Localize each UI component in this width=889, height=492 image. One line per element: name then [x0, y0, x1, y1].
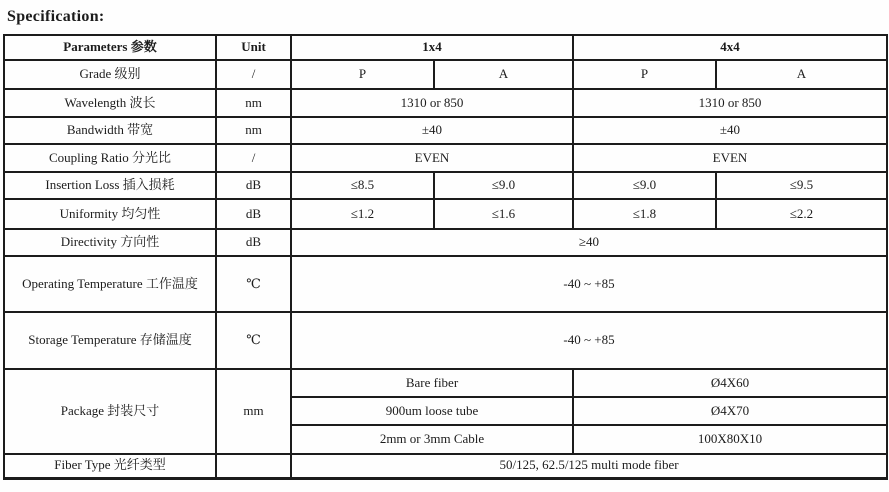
storage-temperature-value: -40 ~ +85 — [291, 312, 887, 369]
row-coupling-ratio — [4, 144, 887, 172]
grade-label: Grade 级别 — [4, 60, 216, 89]
uniformity-1x4-p: ≤1.2 — [291, 199, 434, 229]
package-type-cable: 2mm or 3mm Cable — [291, 425, 573, 454]
coupling-ratio-1x4-value: EVEN — [291, 144, 573, 172]
grade-4x4-p: P — [573, 60, 716, 89]
table-header-row — [4, 35, 887, 60]
bandwidth-label: Bandwidth 带宽 — [4, 117, 216, 144]
wavelength-4x4-value: 1310 or 850 — [573, 89, 887, 117]
directivity-unit: dB — [216, 229, 291, 256]
package-size-loose-tube: Ø4X70 — [573, 397, 887, 425]
operating-temperature-value: -40 ~ +85 — [291, 256, 887, 312]
uniformity-1x4-a: ≤1.6 — [434, 199, 573, 229]
insertion-loss-1x4-p: ≤8.5 — [291, 172, 434, 199]
insertion-loss-label: Insertion Loss 插入损耗 — [4, 172, 216, 199]
page-title: Specification: — [7, 8, 105, 25]
insertion-loss-1x4-a: ≤9.0 — [434, 172, 573, 199]
grade-1x4-a: A — [434, 60, 573, 89]
insertion-loss-4x4-p: ≤9.0 — [573, 172, 716, 199]
row-uniformity — [4, 199, 887, 229]
row-directivity — [4, 229, 887, 256]
package-size-bare-fiber: Ø4X60 — [573, 369, 887, 397]
bandwidth-1x4-value: ±40 — [291, 117, 573, 144]
wavelength-label: Wavelength 波长 — [4, 89, 216, 117]
wavelength-1x4-value: 1310 or 850 — [291, 89, 573, 117]
uniformity-4x4-p: ≤1.8 — [573, 199, 716, 229]
row-storage-temperature — [4, 312, 887, 369]
row-grade — [4, 60, 887, 89]
row-fiber-type — [4, 454, 887, 478]
wavelength-unit: nm — [216, 89, 291, 117]
fiber-type-label: Fiber Type 光纤类型 — [4, 454, 216, 478]
fiber-type-unit — [216, 454, 291, 478]
fiber-type-value: 50/125, 62.5/125 multi mode fiber — [291, 454, 887, 478]
grade-unit: / — [216, 60, 291, 89]
operating-temperature-unit: ℃ — [216, 256, 291, 312]
grade-4x4-a: A — [716, 60, 887, 89]
row-bandwidth — [4, 117, 887, 144]
package-label: Package 封装尺寸 — [4, 369, 216, 454]
row-wavelength — [4, 89, 887, 117]
row-package-bare-fiber — [4, 369, 887, 397]
storage-temperature-unit: ℃ — [216, 312, 291, 369]
grade-1x4-p: P — [291, 60, 434, 89]
uniformity-unit: dB — [216, 199, 291, 229]
operating-temperature-label: Operating Temperature 工作温度 — [4, 256, 216, 312]
directivity-label: Directivity 方向性 — [4, 229, 216, 256]
package-type-loose-tube: 900um loose tube — [291, 397, 573, 425]
directivity-value: ≥40 — [291, 229, 887, 256]
header-group-4x4: 4x4 — [573, 35, 887, 60]
coupling-ratio-4x4-value: EVEN — [573, 144, 887, 172]
coupling-ratio-unit: / — [216, 144, 291, 172]
header-group-1x4: 1x4 — [291, 35, 573, 60]
coupling-ratio-label: Coupling Ratio 分光比 — [4, 144, 216, 172]
package-unit: mm — [216, 369, 291, 454]
uniformity-4x4-a: ≤2.2 — [716, 199, 887, 229]
header-unit: Unit — [216, 35, 291, 60]
header-parameters: Parameters 参数 — [4, 35, 216, 60]
bandwidth-unit: nm — [216, 117, 291, 144]
uniformity-label: Uniformity 均匀性 — [4, 199, 216, 229]
storage-temperature-label: Storage Temperature 存储温度 — [4, 312, 216, 369]
insertion-loss-unit: dB — [216, 172, 291, 199]
insertion-loss-4x4-a: ≤9.5 — [716, 172, 887, 199]
package-size-cable: 100X80X10 — [573, 425, 887, 454]
specification-table — [3, 34, 888, 480]
row-insertion-loss — [4, 172, 887, 199]
bandwidth-4x4-value: ±40 — [573, 117, 887, 144]
row-operating-temperature — [4, 256, 887, 312]
package-type-bare-fiber: Bare fiber — [291, 369, 573, 397]
